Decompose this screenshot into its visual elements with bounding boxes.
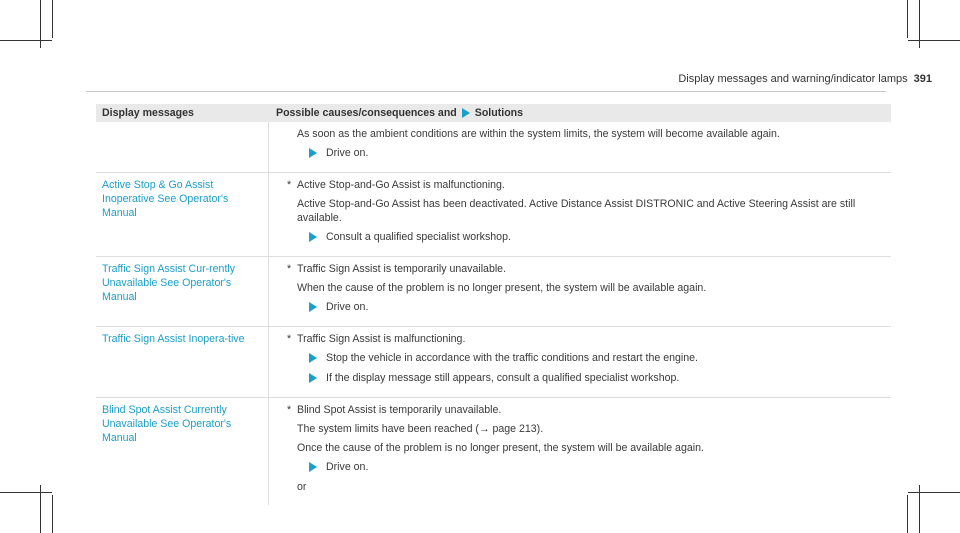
display-message: Blind Spot Assist Currently Unavailable See Operator's Manual xyxy=(102,404,232,444)
action-arrow-icon xyxy=(309,302,317,312)
solution-step xyxy=(277,300,891,314)
display-message: Traffic Sign Assist Cur-rently Unavailable See Operator's Manual xyxy=(102,263,236,303)
crop-mark xyxy=(0,40,52,41)
action-arrow-icon xyxy=(309,232,317,242)
crop-mark xyxy=(907,495,908,533)
solution-step xyxy=(277,460,891,474)
crop-mark xyxy=(52,0,53,38)
cause-item xyxy=(277,403,891,417)
section-title: Display messages and warning/indicator lamps xyxy=(678,73,908,85)
causes-solutions-cell xyxy=(268,122,891,172)
cause-text: Traffic Sign Assist is malfunctioning. xyxy=(297,333,466,345)
action-arrow-icon xyxy=(309,462,317,472)
bullet-marker: * xyxy=(287,179,292,191)
column-header-messages: Display messages xyxy=(102,107,194,119)
crop-mark xyxy=(0,492,52,493)
cause-text: Active Stop-and-Go Assist is malfunctioning. xyxy=(297,179,505,191)
consequence-text: When the cause of the problem is no longer present, the system will be available again. xyxy=(297,282,707,294)
column-header-causes-label: Possible causes/consequences and xyxy=(276,107,457,119)
solution-text: Drive on. xyxy=(326,301,369,313)
solution-text: Stop the vehicle in accordance with the traffic conditions and restart the engine. xyxy=(326,352,698,364)
solution-step xyxy=(277,371,891,385)
column-header-solutions-label: Solutions xyxy=(474,107,524,119)
bullet-marker: * xyxy=(287,263,292,275)
table-row xyxy=(96,327,891,398)
causes-solutions-cell xyxy=(268,398,891,505)
cause-item xyxy=(277,262,891,276)
table-body xyxy=(96,122,891,505)
causes-solutions-cell xyxy=(268,327,891,397)
solution-text: If the display message still appears, consult a qualified specialist workshop. xyxy=(326,372,680,384)
action-arrow-icon xyxy=(462,108,470,118)
bullet-marker: * xyxy=(287,333,292,345)
solution-text: Consult a qualified specialist workshop. xyxy=(326,231,511,243)
table-row xyxy=(96,398,891,505)
solution-step xyxy=(277,230,891,244)
page-number: 391 xyxy=(913,73,932,85)
crop-mark xyxy=(908,492,960,493)
table-header xyxy=(96,104,891,122)
solution-step xyxy=(277,146,891,160)
cause-item xyxy=(277,332,891,346)
consequence-text: As soon as the ambient conditions are within the system limits, the system will become available again. xyxy=(297,128,780,140)
consequence-text: Active Stop-and-Go Assist has been deactivated. Active Distance Assist DISTRONIC and Active Steering Assist are still available. xyxy=(297,198,856,224)
bullet-marker: * xyxy=(287,404,292,416)
crop-mark xyxy=(908,40,960,41)
table-row xyxy=(96,122,891,173)
display-messages-table xyxy=(96,104,891,505)
causes-solutions-cell xyxy=(268,257,891,326)
solution-text: Drive on. xyxy=(326,461,369,473)
display-message: Active Stop & Go Assist Inoperative See Operator's Manual xyxy=(102,179,229,219)
cause-text: Blind Spot Assist is temporarily unavailable. xyxy=(297,404,502,416)
causes-solutions-cell xyxy=(268,173,891,256)
action-arrow-icon xyxy=(309,353,317,363)
column-header-causes xyxy=(268,106,891,120)
cause-item xyxy=(277,178,891,192)
consequence-text: Once the cause of the problem is no longer present, the system will be available again. xyxy=(297,442,704,454)
solution-step xyxy=(277,351,891,365)
table-row xyxy=(96,257,891,327)
display-message xyxy=(96,122,268,172)
table-row xyxy=(96,173,891,257)
consequence-text: or xyxy=(297,481,307,493)
header-divider xyxy=(86,91,886,92)
running-header xyxy=(678,73,932,85)
cause-text: Traffic Sign Assist is temporarily unavailable. xyxy=(297,263,507,275)
action-arrow-icon xyxy=(309,148,317,158)
crop-mark xyxy=(907,0,908,38)
crop-mark xyxy=(52,495,53,533)
consequence-text: The system limits have been reached (→ page 213). xyxy=(297,423,544,435)
action-arrow-icon xyxy=(309,373,317,383)
display-message: Traffic Sign Assist Inopera-tive xyxy=(102,333,245,345)
solution-text: Drive on. xyxy=(326,147,369,159)
